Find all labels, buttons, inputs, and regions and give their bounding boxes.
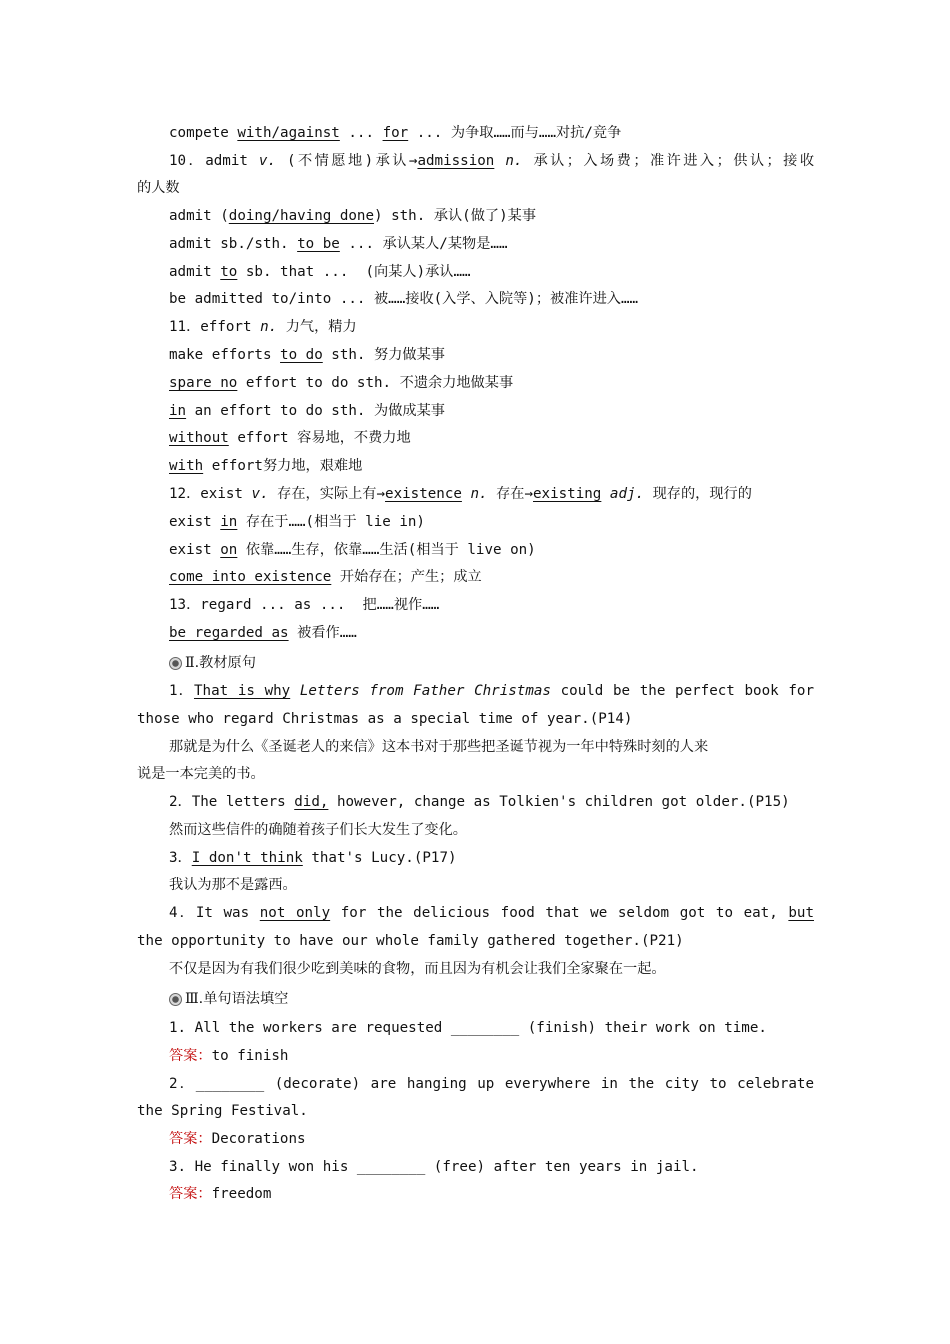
question-2: 2．________ (decorate) are hanging up everywhere in the city to celebrate bbox=[169, 1076, 814, 1092]
radio-bullet-icon bbox=[169, 657, 182, 670]
sentence-1-en-cont: those who regard Christmas as a special time of year.(P14) bbox=[137, 711, 633, 727]
blank-answer: with/against bbox=[237, 125, 340, 141]
answer-label: 答案： bbox=[169, 1048, 212, 1064]
exist-headword: 12．exist v. 存在，实际上有→existence n. 存在→existing adj. 现存的，现行的 bbox=[169, 486, 752, 502]
regard-phrase-1: be regarded as 被看作…… bbox=[169, 625, 357, 641]
section-title: Ⅱ.教材原句 bbox=[185, 655, 256, 671]
regard-headword: 13．regard ... as ... 把……视作…… bbox=[169, 597, 440, 613]
blank-answer: for bbox=[382, 125, 409, 141]
sentence-3-zh: 我认为那不是露西。 bbox=[169, 877, 297, 893]
sentence-2-zh: 然而这些信件的确随着孩子们长大发生了变化。 bbox=[169, 822, 467, 838]
exist-phrase-1: exist in 存在于……(相当于 lie in) bbox=[169, 514, 425, 530]
sentence-4-zh: 不仅是因为有我们很少吃到美味的食物，而且因为有机会让我们全家聚在一起。 bbox=[169, 961, 666, 977]
compete-phrase: compete with/against ... for ... 为争取……而与……对抗/竞争 bbox=[169, 125, 622, 141]
sentence-2-en: 2．The letters did, however, change as Tolkien's children got older.(P15) bbox=[169, 794, 790, 810]
answer-label: 答案： bbox=[169, 1131, 212, 1147]
sentence-1-en: 1．That is why Letters from Father Christmas could be the perfect book for bbox=[169, 683, 814, 699]
sentence-1-zh: 那就是为什么《圣诞老人的来信》这本书对于那些把圣诞节视为一年中特殊时刻的人来 bbox=[169, 739, 709, 755]
section-3-heading bbox=[169, 987, 814, 1011]
effort-phrase-4: without effort 容易地，不费力地 bbox=[169, 430, 411, 446]
sentence-1-zh-cont: 说是一本完美的书。 bbox=[137, 766, 265, 782]
answer-label: 答案： bbox=[169, 1186, 212, 1202]
effort-phrase-3: in an effort to do sth. 为做成某事 bbox=[169, 403, 445, 419]
section-title: Ⅲ.单句语法填空 bbox=[185, 991, 289, 1007]
admit-phrase-1: admit (doing/having done) sth. 承认(做了)某事 bbox=[169, 208, 537, 224]
question-1: 1. All the workers are requested ________ (finish) their work on time. bbox=[169, 1020, 767, 1036]
sentence-4-en: 4．It was not only for the delicious food that we seldom got to eat, but bbox=[169, 905, 814, 921]
effort-phrase-2: spare no effort to do sth. 不遗余力地做某事 bbox=[169, 375, 514, 391]
effort-phrase-1: make efforts to do sth. 努力做某事 bbox=[169, 347, 445, 363]
question-2-cont: the Spring Festival. bbox=[137, 1103, 308, 1119]
blank-answer: admission bbox=[417, 153, 495, 169]
question-3: 3. He finally won his ________ (free) after ten years in jail. bbox=[169, 1159, 699, 1175]
admit-phrase-4: be admitted to/into ... 被……接收(入学、入院等)；被准许进入…… bbox=[169, 291, 639, 307]
sentence-3-en: 3．I don't think that's Lucy.(P17) bbox=[169, 850, 457, 866]
admit-phrase-2: admit sb./sth. to be ... 承认某人/某物是…… bbox=[169, 236, 508, 252]
radio-bullet-icon bbox=[169, 993, 182, 1006]
section-2-heading bbox=[169, 651, 814, 675]
effort-phrase-5: with effort努力地，艰难地 bbox=[169, 458, 363, 474]
effort-headword: 11．effort n. 力气，精力 bbox=[169, 319, 357, 335]
admit-headword-cont: 的人数 bbox=[137, 180, 180, 196]
exist-phrase-3: come into existence 开始存在；产生；成立 bbox=[169, 569, 482, 585]
answer-1: 答案：to finish bbox=[169, 1048, 289, 1064]
admit-headword: 10．admit v. (不情愿地)承认→admission n. 承认；入场费；准许进入；供认；接收 bbox=[169, 153, 814, 169]
sentence-4-en-cont: the opportunity to have our whole family gathered together.(P21) bbox=[137, 933, 684, 949]
answer-2: 答案：Decorations bbox=[169, 1131, 306, 1147]
admit-phrase-3: admit to sb. that ... (向某人)承认…… bbox=[169, 264, 471, 280]
exist-phrase-2: exist on 依靠……生存，依靠……生活(相当于 live on) bbox=[169, 542, 536, 558]
answer-3: 答案：freedom bbox=[169, 1186, 272, 1202]
